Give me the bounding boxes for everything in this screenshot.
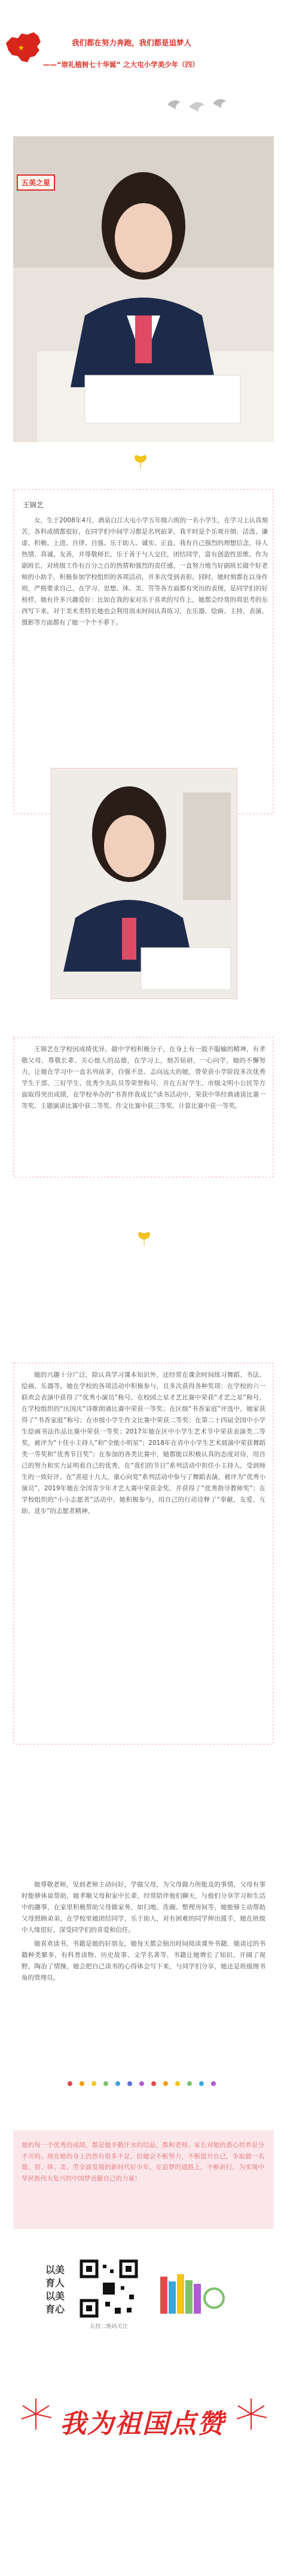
bio-section-3 <box>13 1362 274 1745</box>
paragraph: 王锦艺在学校因成绩优异，做中学校积极分子，在身上有一股不服输的精神，有孝敬父母、尊敬长辈、关心他人的品德，在学习上，刻苦钻研，一心向学，她的不懈努力，让她在学习中一直名列前茅，自强不息、志向远大的她，曾荣获小学阶段多次优秀学生干部，三好学生、优秀少先队员等荣誉称号，并在五好学生、市级文明小公民等方面取得突出成绩，在学校举办的“书香伴我成长”读书活动中，荣获中华经典诵读比赛一等奖、主题演讲比赛中获二等奖、作文比赛中获三等奖、计算比赛中获一等奖。 <box>22 1046 265 1110</box>
closing-banner <box>13 2130 274 2229</box>
slogan-line-1: 我们都在努力奔跑，我们都是追梦人 <box>72 38 192 47</box>
paragraph: 她尊敬老师，见到老师主动问好，学做父母，为父母做力所能及的事情，父母有事时能够体谅帮助，她孝顺父母和家中长辈，经常陪伴他们聊天，与他们分享学习和生活中的趣事，在家里积极帮助父母做家务，如扫地、洗碗、整理房间等，她能够主动帮助父母照顾弟弟，在学校里她团结同学，乐于助人，对有困难的同学伸出援手，她在班级中人缘很好，深受同学们的喜爱和信任。 <box>22 1881 265 1934</box>
bio-paragraph-3 <box>22 1370 265 1520</box>
ginkgo-leaf-icon <box>133 454 148 470</box>
doves-icon <box>161 93 239 117</box>
bio-section-2 <box>13 1037 274 1178</box>
china-map-icon <box>4 30 43 66</box>
color-dots-divider <box>66 2079 221 2088</box>
ginkgo-leaf-icon <box>136 1231 152 1246</box>
banner-text: 她的每一个优秀的成绩，都是她辛勤汗水的结晶，都和老师、家长对她的悉心培养是分不开的。现在她的身上仍然有很多不足，但她会不断努力，不断提升自己，争取做一名德、智、体、美、劳全面发展的新时代好少年，在追梦的道路上，不断前行，为实现中华民族伟大复兴的中国梦贡献自己的力量！ <box>22 2142 264 2182</box>
student-photo-2 <box>51 768 237 999</box>
qr-code[interactable] <box>79 2259 139 2318</box>
footer-title: 我为祖国点赞 <box>60 2409 225 2439</box>
student-writing-illustration-2 <box>51 768 237 998</box>
bio-paragraph-4 <box>22 1879 265 1986</box>
svg-text:★: ★ <box>18 44 25 52</box>
books-icon <box>157 2271 228 2318</box>
qr-code-block <box>43 2259 246 2342</box>
five-virtues-star-badge: 五美之星 <box>17 174 55 191</box>
slogan-line-2: ——“崇礼植树七十华诞” 之大屯小学美少年（四） <box>43 60 199 69</box>
paragraph: 女，生于2008年4月，酒泉白江大屯小学五年级六班的一名小学生，在学习上认真刻苦，各科成绩都很好，在同学们中间学习都是名列前茅，我平时是个乐观开朗、活泼、谦虚、积极、上进、自律、自强、乐于助人、诚实、正直，我有自己强烈的理想信念，待人热情、真诚、友善，并尊敬师长，乐于善于与人交往，团结同学，富有创造性思维。作为副班长，对班级工作有百分之百的热情和强烈的责任感，一直努力地当好副班长做个好老师的小助手，积极参加学校组织的各项活动，并多次受到表彰。同时，她时刻都在以身作则，严格要求自己，在学习、思想、体、美、劳等各方面都有突出的表现，是同学们的好榜样，她有许多兴趣爱好：比如在我的家对乐于喜欢的写作上，她都会经常的将思考的东西写下来，对于美术类特长她也会利用周末时间认真练习，在乐器、绘画、主持、表演、摄影等方面都有了她一个个不菲下。 <box>22 517 268 626</box>
qr-side-text: 以美育人以美育心 <box>45 2264 65 2315</box>
qr-caption: 长按二维码关注 <box>90 2324 128 2330</box>
paragraph: 她喜欢读书，书籍是她的好朋友，她每天都会抽出时间阅读课外书籍，她读过的书籍种类繁多，有科普读物、历史故事、文学名著等，书籍让她增长了知识，开阔了视野，陶冶了情操，她会把自己读书的心得体会写下来，与同学们分享，她还是班级图书角的管理员。 <box>22 1940 265 1981</box>
student-photo-1 <box>13 136 274 442</box>
bio-paragraph-1 <box>22 515 268 631</box>
paragraph: 她的兴趣十分广泛，除认真学习课本知识外，还经常在课余时间练习舞蹈、书法、绘画、乐器等。她在学校的各项活动中积极参与，且多次获得各种奖项：在学校的六一联欢会表演中获得了“优秀小演员”称号，在校园之星才艺比赛中荣获“才艺之星”称号，在学校组织的“庆国庆”诗歌朗诵比赛中荣获一等奖；在区级“书香家庭”评选中，她家获得了“书香家庭”称号；在市级小学生作文比赛中荣获二等奖；在第二十四届全国中小学生绘画书法作品比赛中荣获一等奖；2017年她在区中小学生艺术节中荣获表演类二等奖，被评为“十佳小主持人”和“全能小明星”；2018年在省中小学生艺术展演中荣获舞蹈类一等奖和“优秀节目奖”；在参加的各类比赛中，她都能以积极认真的态度对待，用自己的努力和实力证明着自己的优秀，在“我们的节日”系列活动中担任小主持人，受到师生的一致好评。在“喜迎十九大，童心向党”系列活动中参与了舞蹈表演，被评为“优秀小演员”，2019年她在全国青少年才艺大赛中荣获金奖，并获得了“优秀指导教师奖”；在学校组织的“小小志愿者”活动中，她积极参与，用自己的行动诠释了“奉献、友爱、互助、进步”的志愿者精神。 <box>22 1371 265 1515</box>
header <box>0 0 287 137</box>
student-name: 王锦艺 <box>23 501 44 509</box>
bio-section-4 <box>13 1879 274 2056</box>
bio-section-1 <box>13 489 274 814</box>
fireworks-icon <box>233 2396 269 2432</box>
fireworks-icon <box>18 2396 54 2432</box>
footer <box>0 2348 287 2480</box>
bio-paragraph-2 <box>22 1044 265 1114</box>
